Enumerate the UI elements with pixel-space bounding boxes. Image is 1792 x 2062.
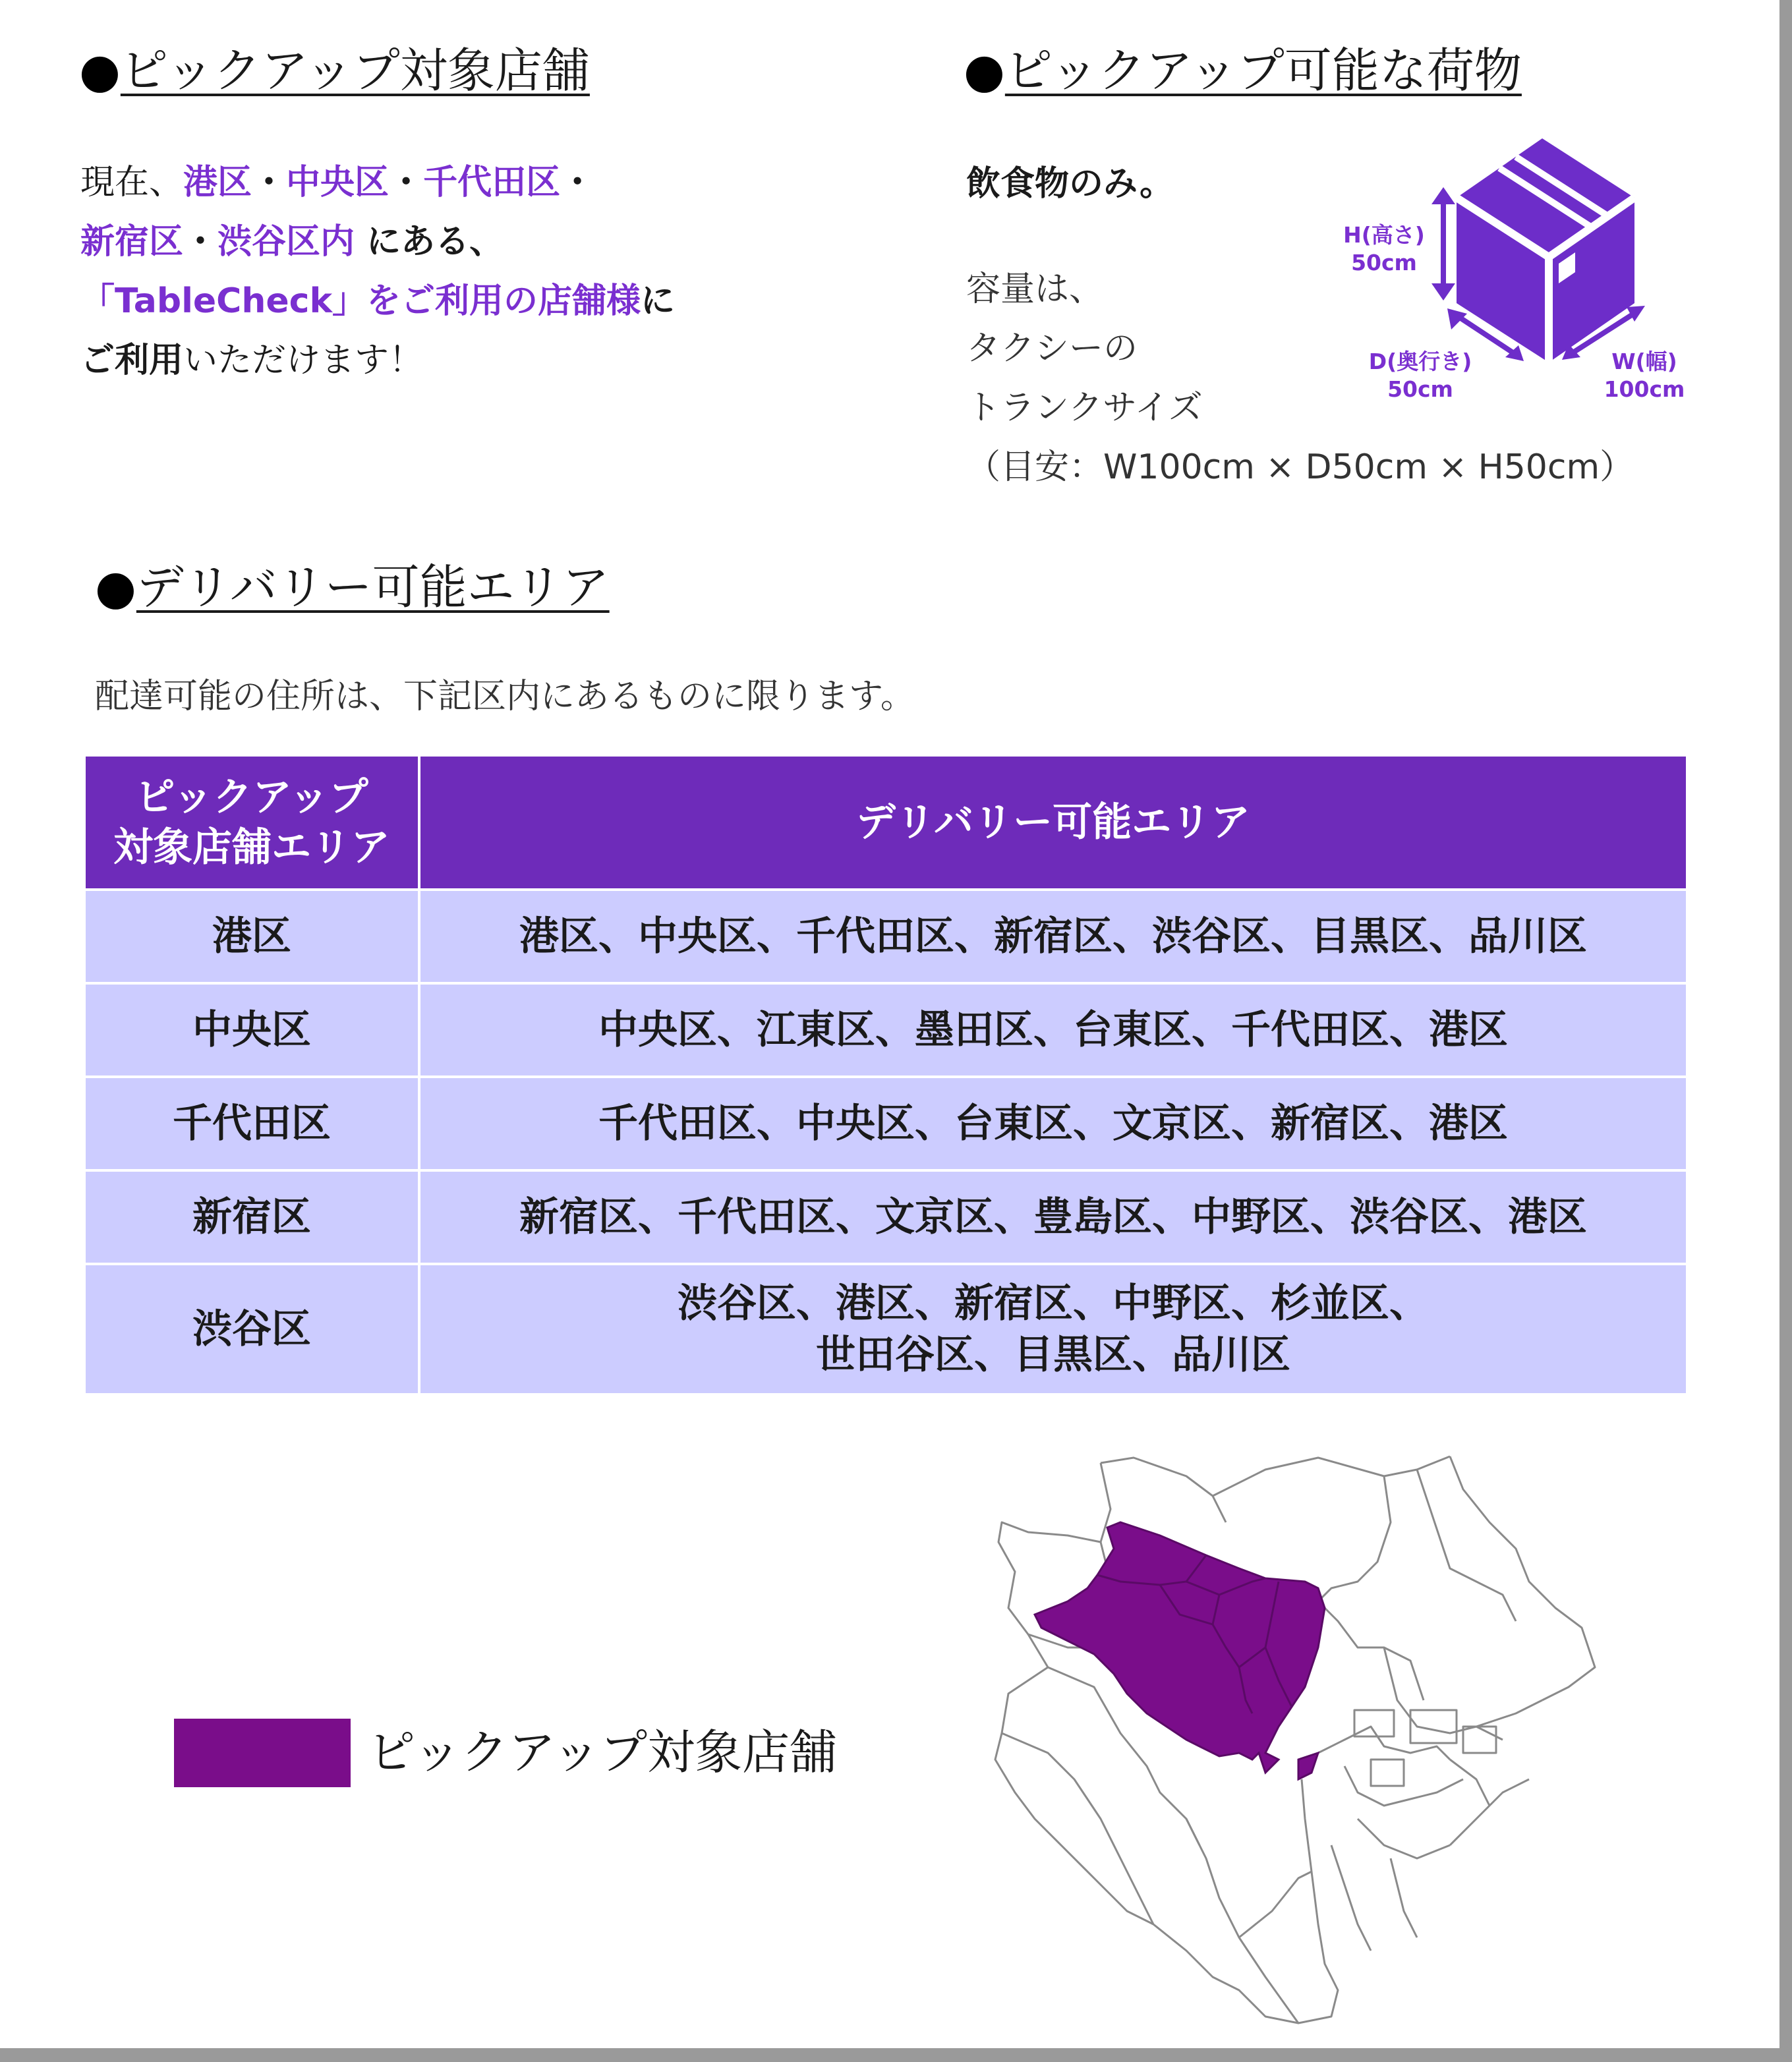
table-header-delivery-area: デリバリー可能エリア: [419, 755, 1687, 890]
delivery-area-cell: 中央区、江東区、墨田区、台東区、千代田区、港区: [419, 983, 1687, 1077]
pickup-wards-map: [1035, 1522, 1325, 1779]
capacity-line: タクシーの: [966, 329, 1138, 368]
capacity-line: 容量は、: [966, 270, 1104, 309]
pickup-items-note: 飲食物のみ。: [966, 164, 1174, 204]
delivery-heading: ●デリバリー可能エリア: [95, 559, 610, 615]
dimension-arrows: [1424, 185, 1654, 376]
capacity-line: トランクサイズ: [966, 388, 1203, 428]
delivery-area-cell: 新宿区、千代田区、文京区、豊島区、中野区、渋谷区、港区: [419, 1170, 1687, 1264]
legend-swatch: [174, 1719, 351, 1787]
store-area-cell: 千代田区: [84, 1077, 419, 1170]
capacity-line: （目安：W100cm × D50cm × H50cm）: [966, 447, 1634, 487]
table-row: [84, 890, 1687, 983]
table-header-row: [84, 755, 1687, 890]
ward-map: [989, 1450, 1608, 2043]
surrounding-wards-outline: [995, 1456, 1595, 2023]
pickup-items-heading: ●ピックアップ可能な荷物: [964, 43, 1522, 98]
delivery-area-cell: 千代田区、中央区、台東区、文京区、新宿区、港区: [419, 1077, 1687, 1170]
delivery-area-cell: 渋谷区、港区、新宿区、中野区、杉並区、 世田谷区、目黒区、品川区: [419, 1264, 1687, 1394]
table-row: [84, 983, 1687, 1077]
description-line-2: 新宿区・渋谷区内 にある、: [80, 222, 504, 262]
height-dimension-label: H(高さ) 50cm: [1343, 222, 1425, 275]
table-row: [84, 1077, 1687, 1170]
depth-dimension-label: D(奥行き) 50cm: [1368, 349, 1472, 402]
table-row: [84, 1170, 1687, 1264]
delivery-area-cell: 港区、中央区、千代田区、新宿区、渋谷区、目黒区、品川区: [419, 890, 1687, 983]
width-dimension-label: W(幅) 100cm: [1604, 349, 1685, 402]
pickup-stores-heading: ●ピックアップ対象店舗: [79, 43, 590, 98]
description-line-1: 現在、港区・中央区・千代田区・: [80, 163, 595, 202]
delivery-area-table: [83, 754, 1689, 1396]
store-area-cell: 渋谷区: [84, 1264, 419, 1394]
pickup-stores-description: [80, 153, 871, 390]
table-row: [84, 1264, 1687, 1394]
store-area-cell: 新宿区: [84, 1170, 419, 1264]
store-area-cell: 中央区: [84, 983, 419, 1077]
table-header-store-area: ピックアップ 対象店舗エリア: [84, 755, 419, 890]
store-area-cell: 港区: [84, 890, 419, 983]
delivery-note: 配達可能の住所は、下記区内にあるものに限ります。: [95, 677, 915, 716]
description-line-3: 「TableCheck」をご利用の店舗様に: [80, 281, 676, 321]
legend-label: ピックアップ対象店舗: [368, 1725, 838, 1780]
description-line-4: ご利用いただけます！: [80, 341, 424, 380]
